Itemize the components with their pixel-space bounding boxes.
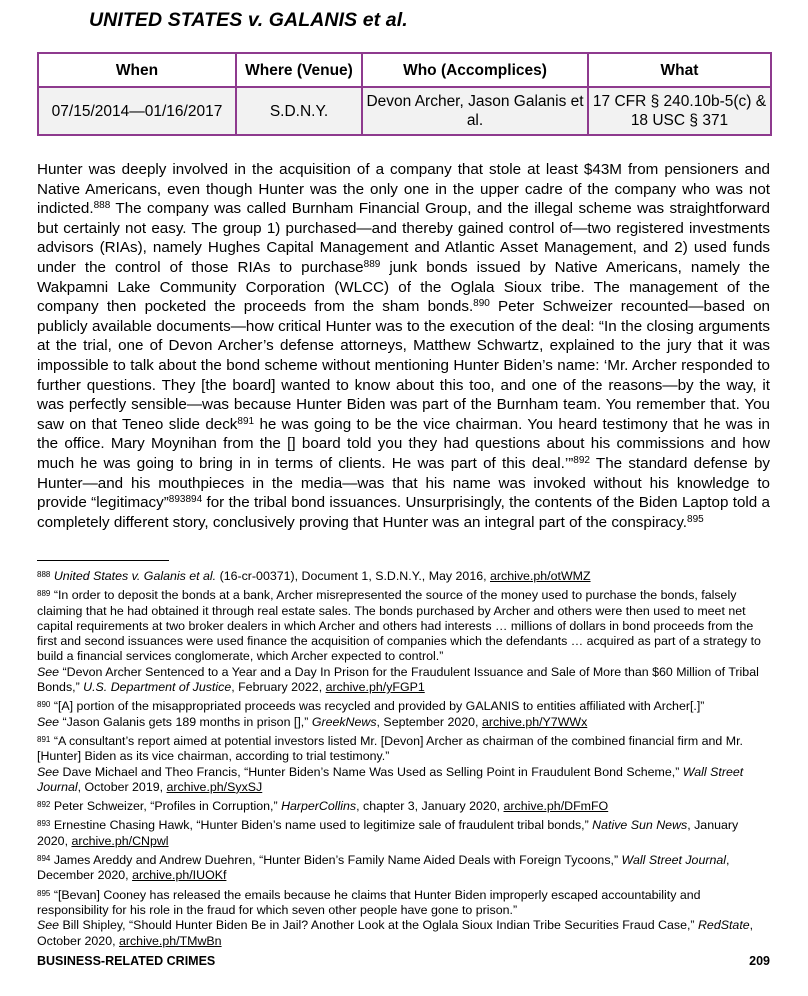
body-text-7: for the tribal bond issuances. Unsurprisingly, the contents of the Biden Laptop told a completely different story, conclusively proving that Hunter was an integral part of the conspiracy. xyxy=(37,494,771,531)
column-header-who: Who (Accomplices) xyxy=(362,53,588,87)
body-paragraph xyxy=(37,160,770,532)
footnote-text: Dave Michael and Theo Francis, “Hunter Biden’s Name Was Used as Selling Point in Fraudulent Bond Scheme,” xyxy=(59,764,683,779)
footnote-date: , October 2020, xyxy=(37,918,754,948)
footnote-source: GreekNews xyxy=(311,714,377,729)
column-header-what: What xyxy=(588,53,771,87)
footnote-number: 891 xyxy=(37,734,51,744)
footnote-date: , December 2020, xyxy=(37,853,730,883)
footnote-ref-889[interactable]: 889 xyxy=(363,258,381,270)
footnote-case-title: United States v. Galanis et al. xyxy=(53,569,217,583)
archive-link[interactable]: archive.ph/CNpwl xyxy=(71,833,169,848)
footnote-see: See xyxy=(37,764,60,779)
archive-link[interactable]: archive.ph/yFGP1 xyxy=(325,680,425,695)
footnote-see: See xyxy=(37,918,60,933)
footnote-date: , February 2022, xyxy=(231,680,326,695)
footnote-see: See xyxy=(37,714,60,729)
column-header-when: When xyxy=(38,53,236,87)
footnote-source: U.S. Department of Justice xyxy=(83,680,232,695)
cell-who: Devon Archer, Jason Galanis et al. xyxy=(362,87,588,135)
footnote-quote: “[A] portion of the misappropriated proceeds was recycled and provided by GALANIS to entities affiliated with Archer[.]” xyxy=(53,699,705,714)
footnote-894 xyxy=(37,853,770,884)
footnote-see: See xyxy=(37,664,60,679)
cell-where: S.D.N.Y. xyxy=(236,87,362,135)
footnote-date: , September 2020, xyxy=(376,714,482,729)
footnote-890 xyxy=(37,699,770,730)
page-footer xyxy=(37,954,770,968)
body-text-5: he was going to be the vice chairman. You heard testimony that he was in the office. Mary Moynihan from the [] board told you they had questions about his commissions and how much he was going to bring in in terms of clients. He was part of this deal.’” xyxy=(37,415,770,472)
footnote-text: Bill Shipley, “Should Hunter Biden Be in Jail? Another Look at the Oglala Sioux Indian Tribe Securities Fraud Case,” xyxy=(59,918,698,933)
cell-when: 07/15/2014—01/16/2017 xyxy=(38,87,236,135)
body-text-3: junk bonds issued by Native Americans, namely the Wakpamni Lake Community Corporation (WLCC) of the Oglala Sioux tribe. The management of the company then pocketed the proceeds from the sham bonds. xyxy=(37,258,771,316)
footnote-ref-891[interactable]: 891 xyxy=(237,415,255,427)
footnote-number: 895 xyxy=(37,888,51,898)
footnote-date: , chapter 3, January 2020, xyxy=(356,799,504,814)
case-summary-table xyxy=(37,52,772,136)
footnote-source: RedState xyxy=(697,918,750,933)
archive-link[interactable]: archive.ph/Y7WWx xyxy=(481,714,588,729)
footnote-892 xyxy=(37,799,770,814)
page-number: 209 xyxy=(749,954,770,968)
footnote-quote: “A consultant’s report aimed at potential investors listed Mr. [Devon] Archer as chairman of the combined financial firm and Mr. [Hunter] Biden as its vice chairman, according to trial testimony.” xyxy=(37,733,743,764)
footnote-text: (16-cr-00371), Document 1, S.D.N.Y., May 2016, xyxy=(216,569,490,583)
footnote-893 xyxy=(37,818,770,849)
footnote-source: HarperCollins xyxy=(281,799,357,814)
footnote-text: “Jason Galanis gets 189 months in prison [],” xyxy=(59,714,312,729)
footnote-number: 893 xyxy=(37,819,51,829)
footnotes xyxy=(37,569,770,953)
column-header-where: Where (Venue) xyxy=(236,53,362,87)
body-text-6: The standard defense by Hunter—and his mouthpieces in the media—was that his name was invoked without his knowledge to provide “legitimacy” xyxy=(37,454,770,512)
archive-link[interactable]: archive.ph/DFmFO xyxy=(503,799,609,814)
footnote-source: Wall Street Journal xyxy=(37,764,744,794)
footnote-888 xyxy=(37,569,770,584)
footnote-text: Peter Schweizer, “Profiles in Corruption,” xyxy=(53,799,282,814)
footnote-number: 892 xyxy=(37,800,51,810)
archive-link[interactable]: archive.ph/TMwBn xyxy=(118,933,222,948)
body-text-1: Hunter was deeply involved in the acquisition of a company that stole at least $43M from pensioners and Native Americans, even though Hunter was the only one in the upper cadre of the company who was not indicted. xyxy=(37,161,770,218)
archive-link[interactable]: archive.ph/IUOKf xyxy=(132,868,227,883)
archive-link[interactable]: archive.ph/otWMZ xyxy=(490,569,591,583)
footnote-quote: “[Bevan] Cooney has released the emails because he claims that Hunter Biden improperly escaped accountability and responsibility for his role in the fraud for which seven other people have gone to prison.” xyxy=(37,887,701,917)
footnote-text: Ernestine Chasing Hawk, “Hunter Biden’s name used to legitimize sale of fraudulent tribal bonds,” xyxy=(53,818,593,833)
body-text-4: Peter Schweizer recounted—based on publicly available documents—how critical Hunter was to the execution of the deal: “In the closing arguments at the trial, one of Devon Archer’s defense attorneys, Matthew Schwartz, explained to the jury that it was impossible to talk about the bond scheme without mentioning Hunter Biden’s name: ‘Mr. Archer responded to further questions. They [the board] wanted to know about this too, and one of the reasons—by the way, it was perfectly sensible—was because Hunter Biden was part of the Burnham team. You remember that. You saw on that Teneo slide deck xyxy=(37,298,770,433)
footnote-895 xyxy=(37,888,770,949)
table-row xyxy=(38,87,771,135)
footer-section-title: BUSINESS-RELATED CRIMES xyxy=(37,954,216,968)
footnote-ref-892[interactable]: 892 xyxy=(573,454,590,466)
footnote-date: , October 2019, xyxy=(77,779,167,794)
footnote-ref-888[interactable]: 888 xyxy=(93,200,111,212)
footnote-number: 888 xyxy=(37,570,51,579)
archive-link[interactable]: archive.ph/SyxSJ xyxy=(166,779,263,794)
table-header-row xyxy=(38,53,771,87)
footnote-number: 889 xyxy=(37,589,51,599)
footnote-text: “Devon Archer Sentenced to a Year and a Day In Prison for the Fraudulent Issuance and Sale of More than $60 Million of Tribal Bonds,” xyxy=(37,664,759,695)
footnote-source: Native Sun News xyxy=(592,818,688,833)
footnote-889 xyxy=(37,588,770,695)
footnote-source: Wall Street Journal xyxy=(621,853,726,868)
footnote-ref-895[interactable]: 895 xyxy=(687,513,704,525)
cell-what: 17 CFR § 240.10b-5(c) & 18 USC § 371 xyxy=(588,87,771,135)
footnote-text: James Areddy and Andrew Duehren, “Hunter Biden’s Family Name Aided Deals with Foreign Tycoons,” xyxy=(53,853,622,868)
footnote-number: 890 xyxy=(37,700,51,710)
page-title: UNITED STATES v. GALANIS et al. xyxy=(89,9,408,31)
footnote-divider xyxy=(37,560,169,561)
footnote-number: 894 xyxy=(37,854,51,864)
footnote-ref-893-894[interactable]: 893894 xyxy=(168,494,203,506)
footnote-891 xyxy=(37,734,770,795)
footnote-quote: “In order to deposit the bonds at a bank, Archer misrepresented the source of the money used to purchase the bonds, falsely claiming that he had obtained it through real estate sales. The bonds purchased by Archer and others were then used to meet net capital requirements at two broker dealers in which Archer and others had interests … millions of dollars in bond proceeds from the first and second issuances were used finance the acquisition of companies which the defendants … acquired as part of a strategy to build a financial services conglomerate, which Archer expected to control.” xyxy=(37,588,761,664)
footnote-date: , January 2020, xyxy=(37,818,739,848)
body-text-2: The company was called Burnham Financial Group, and the illegal scheme was straightforward but certainly not easy. The group 1) purchased—and thereby gained control of—two registered investments advisors (RIAs), namely Hughes Capital Management and Atlantic Asset Management, and 2) used funds under the control of those RIAs to purchase xyxy=(37,200,770,276)
footnote-ref-890[interactable]: 890 xyxy=(473,298,490,310)
